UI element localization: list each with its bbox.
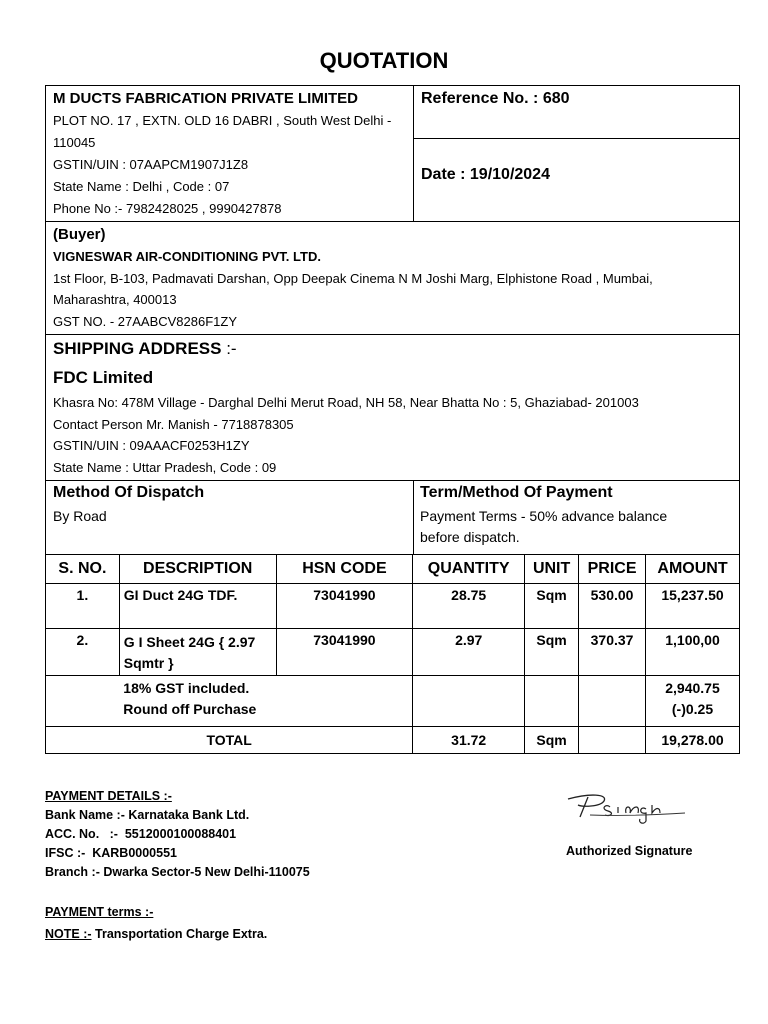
col-header-unit: UNIT xyxy=(525,555,579,584)
note-label: NOTE :- xyxy=(45,927,92,941)
buyer-gst: GST NO. - 27AABCV8286F1ZY xyxy=(53,314,237,329)
row-sno: 1. xyxy=(46,584,120,629)
gst-row xyxy=(46,676,740,727)
gst-description xyxy=(119,676,412,727)
account-number: ACC. No. :- 5512000100088401 xyxy=(45,827,237,841)
buyer-name: VIGNESWAR AIR-CONDITIONING PVT. LTD. xyxy=(53,249,321,264)
payment-method-box xyxy=(413,480,740,555)
seller-address-1: PLOT NO. 17 , EXTN. OLD 16 DABRI , South West Delhi - xyxy=(53,113,392,128)
col-header-description: DESCRIPTION xyxy=(119,555,276,584)
payment-details-heading: PAYMENT DETAILS :- xyxy=(45,789,172,803)
table-header-row xyxy=(46,555,740,584)
row-description: GI Duct 24G TDF. xyxy=(119,584,276,629)
col-header-quantity: QUANTITY xyxy=(413,555,525,584)
note-text: Transportation Charge Extra. xyxy=(91,927,268,941)
total-row xyxy=(46,727,740,754)
row-sno: 2. xyxy=(46,629,120,676)
row-hsn: 73041990 xyxy=(276,584,413,629)
total-label: TOTAL xyxy=(46,727,413,754)
dispatch-heading: Method Of Dispatch xyxy=(53,484,205,501)
shipping-gstin: GSTIN/UIN : 09AAACF0253H1ZY xyxy=(53,438,250,453)
row-amount: 15,237.50 xyxy=(646,584,740,629)
payment-details xyxy=(45,787,310,882)
quotation-date: Date : 19/10/2024 xyxy=(421,166,550,183)
buyer-box xyxy=(45,221,740,335)
reference-number: Reference No. : 680 xyxy=(421,90,570,107)
gst-amounts xyxy=(646,676,740,727)
buyer-heading: (Buyer) xyxy=(53,226,106,243)
seller-phone: Phone No :- 7982428025 , 9990427878 xyxy=(53,201,282,216)
table-row xyxy=(46,629,740,676)
roundoff-amount: (-)0.25 xyxy=(671,701,714,717)
date-box xyxy=(413,138,740,222)
table-row xyxy=(46,584,740,629)
row-hsn: 73041990 xyxy=(276,629,413,676)
buyer-address-1: 1st Floor, B-103, Padmavati Darshan, Opp Deepak Cinema N M Joshi Marg, Elphistone Road , Mumbai, xyxy=(53,271,653,286)
dispatch-value: By Road xyxy=(53,508,107,524)
total-quantity: 31.72 xyxy=(413,727,525,754)
shipping-heading xyxy=(53,339,237,359)
shipping-heading-text: SHIPPING ADDRESS xyxy=(53,339,222,358)
seller-box xyxy=(45,85,414,222)
buyer-address-2: Maharashtra, 400013 xyxy=(53,292,177,307)
payment-method-line-1: Payment Terms - 50% advance balance xyxy=(420,508,668,524)
row-quantity: 28.75 xyxy=(413,584,525,629)
note xyxy=(45,925,267,944)
row-quantity: 2.97 xyxy=(413,629,525,676)
authorized-signature-label: Authorized Signature xyxy=(566,844,693,858)
roundoff-line: Round off Purchase xyxy=(123,701,257,717)
total-price-cell xyxy=(579,727,646,754)
row-amount: 1,100,00 xyxy=(646,629,740,676)
gst-empty-cell xyxy=(46,676,120,727)
shipping-address: Khasra No: 478M Village - Darghal Delhi Merut Road, NH 58, Near Bhatta No : 5, Ghaziabad- 201003 xyxy=(53,395,639,410)
gst-price-cell xyxy=(579,676,646,727)
payment-method-heading: Term/Method Of Payment xyxy=(420,484,613,501)
payment-method-line-2: before dispatch. xyxy=(420,529,520,545)
seller-state: State Name : Delhi , Code : 07 xyxy=(53,179,230,194)
ifsc-code: IFSC :- KARB0000551 xyxy=(45,846,177,860)
shipping-state: State Name : Uttar Pradesh, Code : 09 xyxy=(53,460,277,475)
shipping-name: FDC Limited xyxy=(53,368,154,387)
seller-address-2: 110045 xyxy=(53,135,96,150)
signature-image xyxy=(560,785,690,830)
shipping-contact: Contact Person Mr. Manish - 7718878305 xyxy=(53,417,294,432)
bank-name: Bank Name :- Karnataka Bank Ltd. xyxy=(45,808,250,822)
col-header-hsn: HSN CODE xyxy=(276,555,413,584)
shipping-heading-suffix: :- xyxy=(221,339,237,358)
total-unit: Sqm xyxy=(525,727,579,754)
seller-gstin: GSTIN/UIN : 07AAPCM1907J1Z8 xyxy=(53,157,249,172)
gst-amount: 2,940.75 xyxy=(665,680,720,696)
row-unit: Sqm xyxy=(525,584,579,629)
gst-line: 18% GST included. xyxy=(123,680,250,696)
col-header-sno: S. NO. xyxy=(46,555,120,584)
gst-unit-cell xyxy=(525,676,579,727)
seller-name: M DUCTS FABRICATION PRIVATE LIMITED xyxy=(53,90,358,107)
total-amount: 19,278.00 xyxy=(646,727,740,754)
row-description: G I Sheet 24G { 2.97 Sqmtr } xyxy=(119,629,276,676)
items-table xyxy=(45,554,740,754)
gst-qty-cell xyxy=(413,676,525,727)
reference-box xyxy=(413,85,740,139)
row-price: 370.37 xyxy=(579,629,646,676)
shipping-box xyxy=(45,334,740,481)
row-price: 530.00 xyxy=(579,584,646,629)
col-header-amount: AMOUNT xyxy=(646,555,740,584)
document-title: QUOTATION xyxy=(319,48,449,73)
row-unit: Sqm xyxy=(525,629,579,676)
bank-branch: Branch :- Dwarka Sector-5 New Delhi-110075 xyxy=(45,865,310,879)
col-header-price: PRICE xyxy=(579,555,646,584)
payment-terms-heading: PAYMENT terms :- xyxy=(45,905,154,919)
dispatch-box xyxy=(45,480,414,555)
